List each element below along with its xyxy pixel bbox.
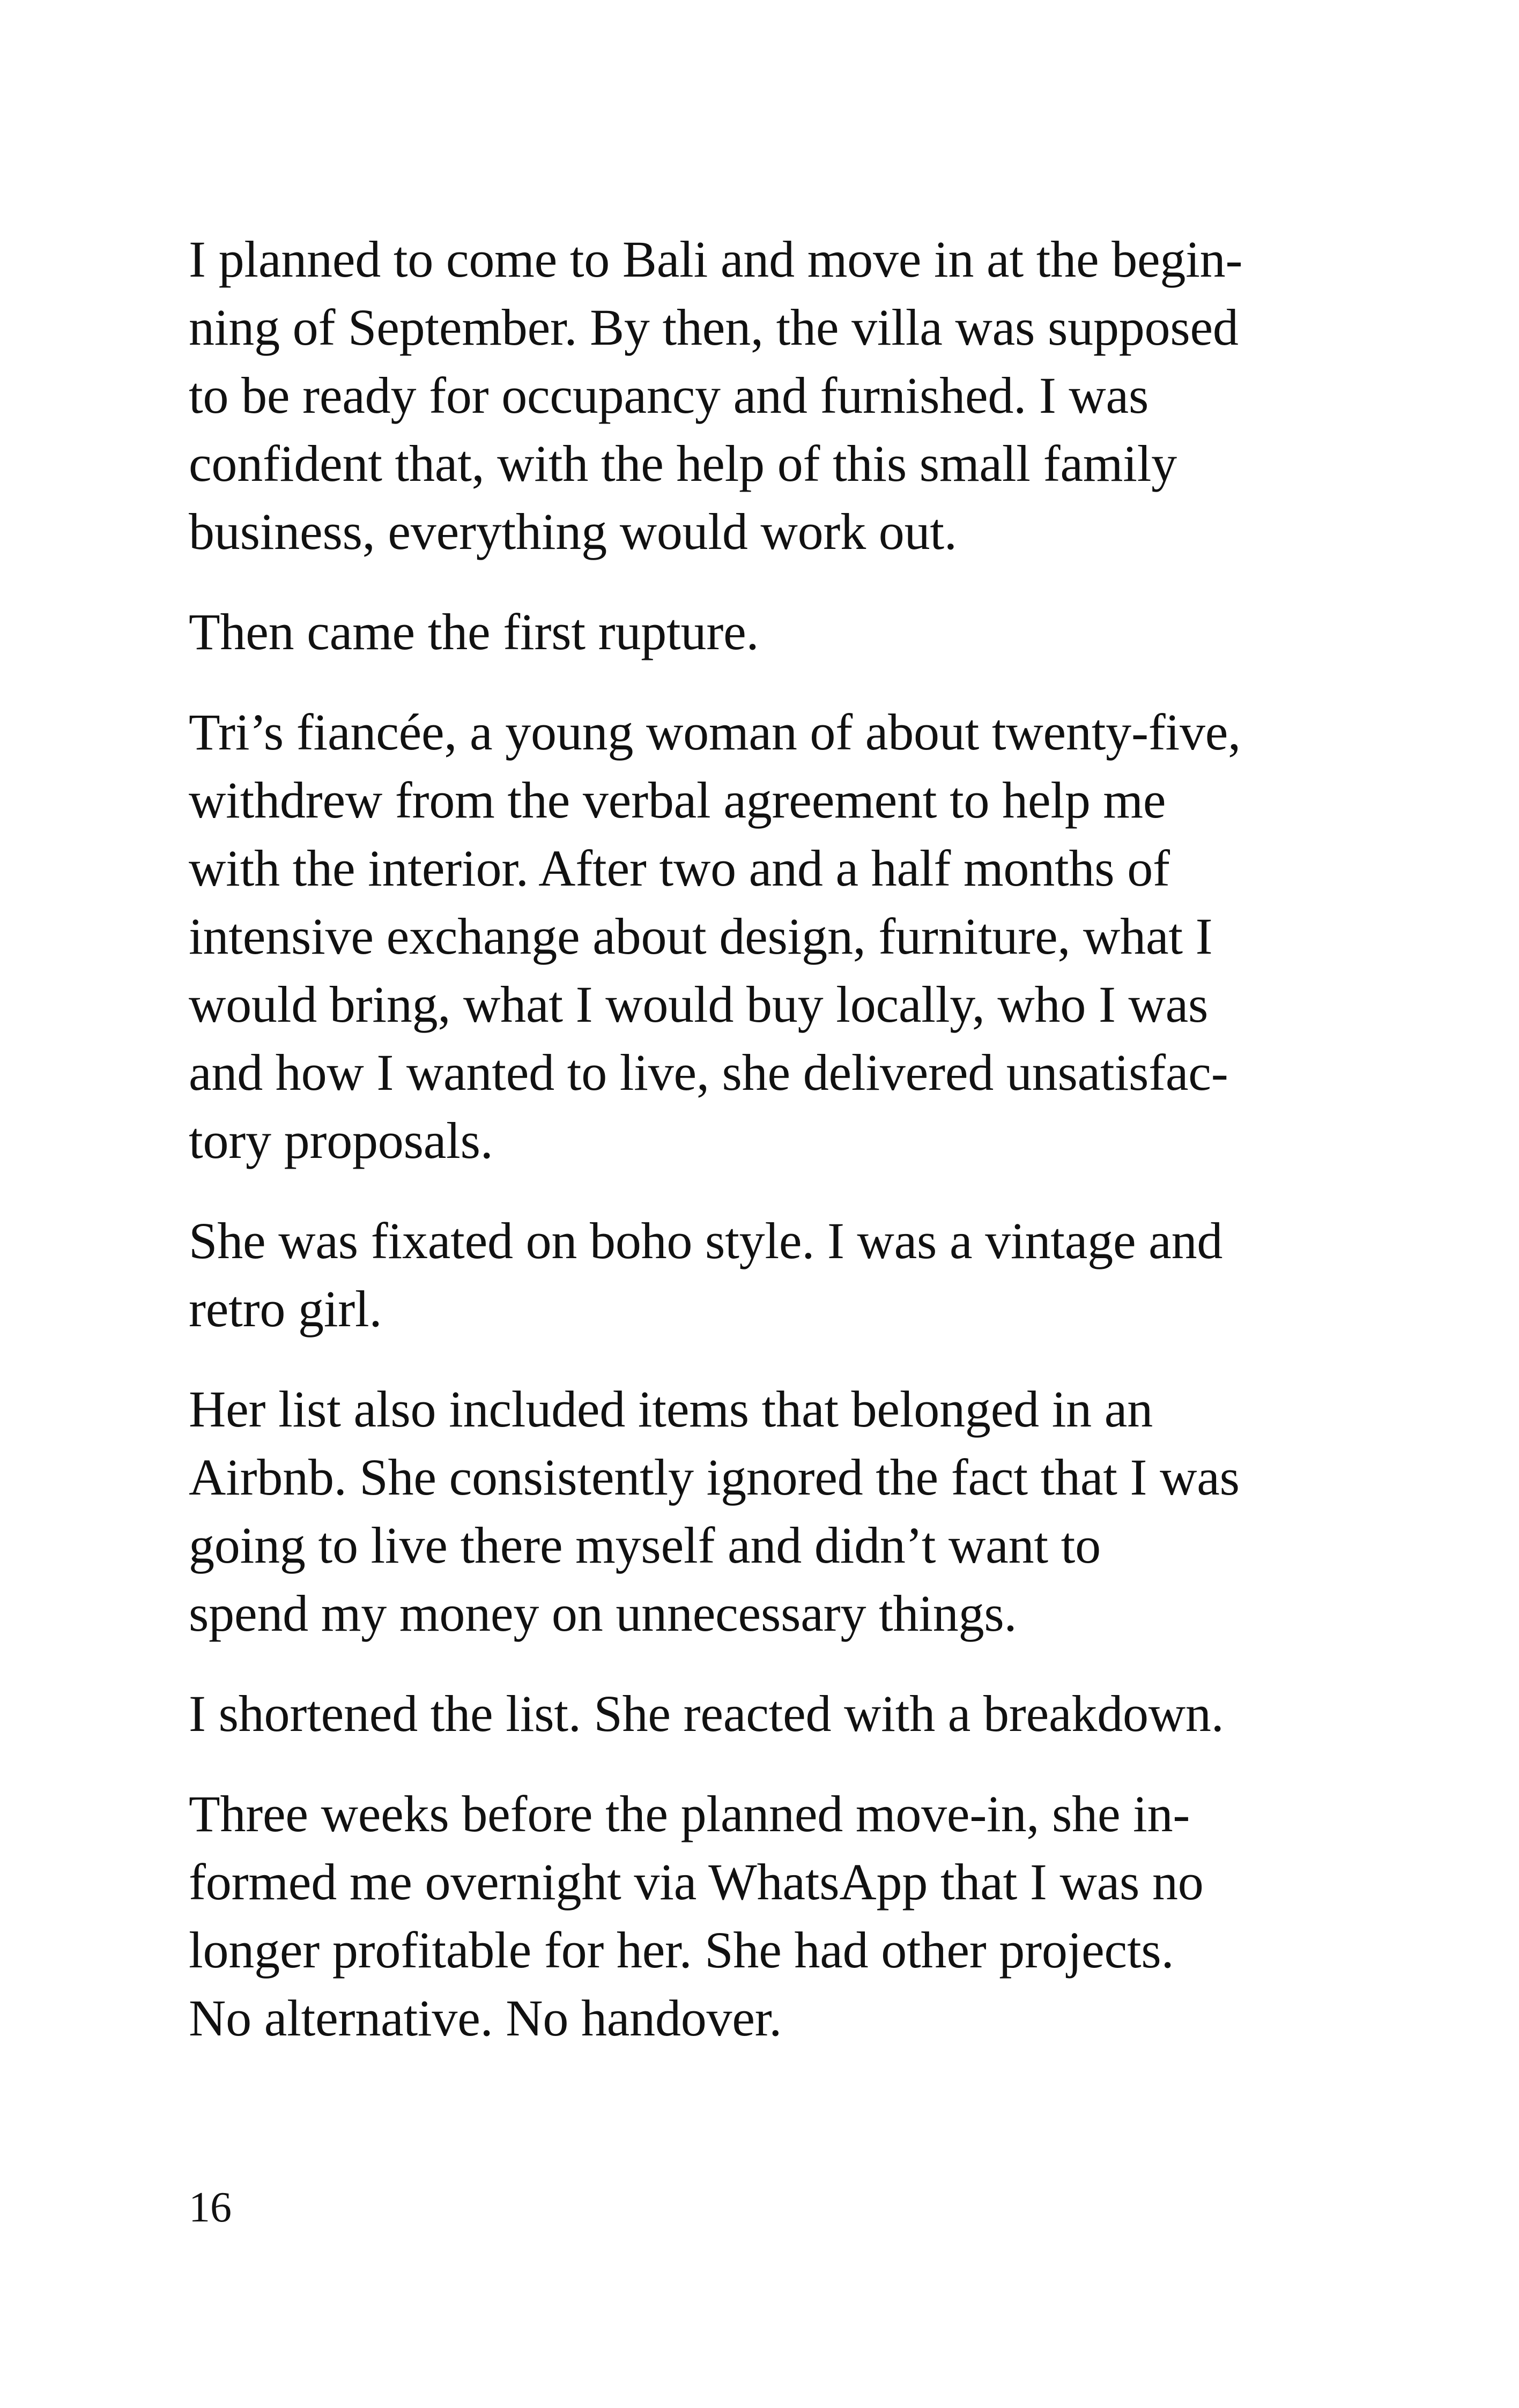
text-line: confident that, with the help of this small family	[189, 435, 1177, 492]
text-line: Airbnb. She consistently ignored the fact that I was	[189, 1448, 1240, 1506]
text-line: with the interior. After two and a half months of	[189, 839, 1170, 897]
text-line: longer profitable for her. She had other projects.	[189, 1921, 1174, 1979]
paragraph-1	[189, 225, 1325, 566]
text-line: Her list also included items that belonged in an	[189, 1380, 1153, 1438]
text-line: going to live there myself and didn’t want to	[189, 1517, 1101, 1574]
text-line: to be ready for occupancy and furnished. I was	[189, 367, 1149, 424]
text-line: ning of September. By then, the villa was supposed	[189, 299, 1239, 356]
text-line: I shortened the list. She reacted with a breakdown.	[189, 1685, 1224, 1742]
text-line: retro girl.	[189, 1280, 382, 1337]
text-line: intensive exchange about design, furniture, what I	[189, 908, 1213, 965]
paragraph-7	[189, 1780, 1325, 2052]
paragraph-3	[189, 698, 1325, 1175]
paragraph-6	[189, 1679, 1325, 1748]
text-line: business, everything would work out.	[189, 503, 957, 560]
text-line: I planned to come to Bali and move in at the begin-	[189, 231, 1243, 288]
text-line: No alternative. No handover.	[189, 1989, 782, 2047]
paragraph-2	[189, 598, 1325, 666]
text-line: Three weeks before the planned move-in, she in-	[189, 1785, 1190, 1842]
paragraph-4	[189, 1207, 1325, 1343]
text-line: withdrew from the verbal agreement to help me	[189, 771, 1166, 829]
text-line: Then came the first rupture.	[189, 603, 759, 660]
text-line: tory proposals.	[189, 1112, 493, 1169]
page-number: 16	[189, 2184, 232, 2231]
text-line: Tri’s fiancée, a young woman of about twenty-five,	[189, 703, 1241, 761]
text-line: formed me overnight via WhatsApp that I was no	[189, 1853, 1204, 1911]
paragraph-5	[189, 1375, 1325, 1647]
text-line: would bring, what I would buy locally, who I was	[189, 976, 1209, 1033]
text-line: and how I wanted to live, she delivered unsatisfac-	[189, 1044, 1228, 1101]
body-text	[189, 225, 1325, 2084]
text-line: spend my money on unnecessary things.	[189, 1585, 1017, 1642]
text-line: She was fixated on boho style. I was a vintage and	[189, 1212, 1223, 1269]
